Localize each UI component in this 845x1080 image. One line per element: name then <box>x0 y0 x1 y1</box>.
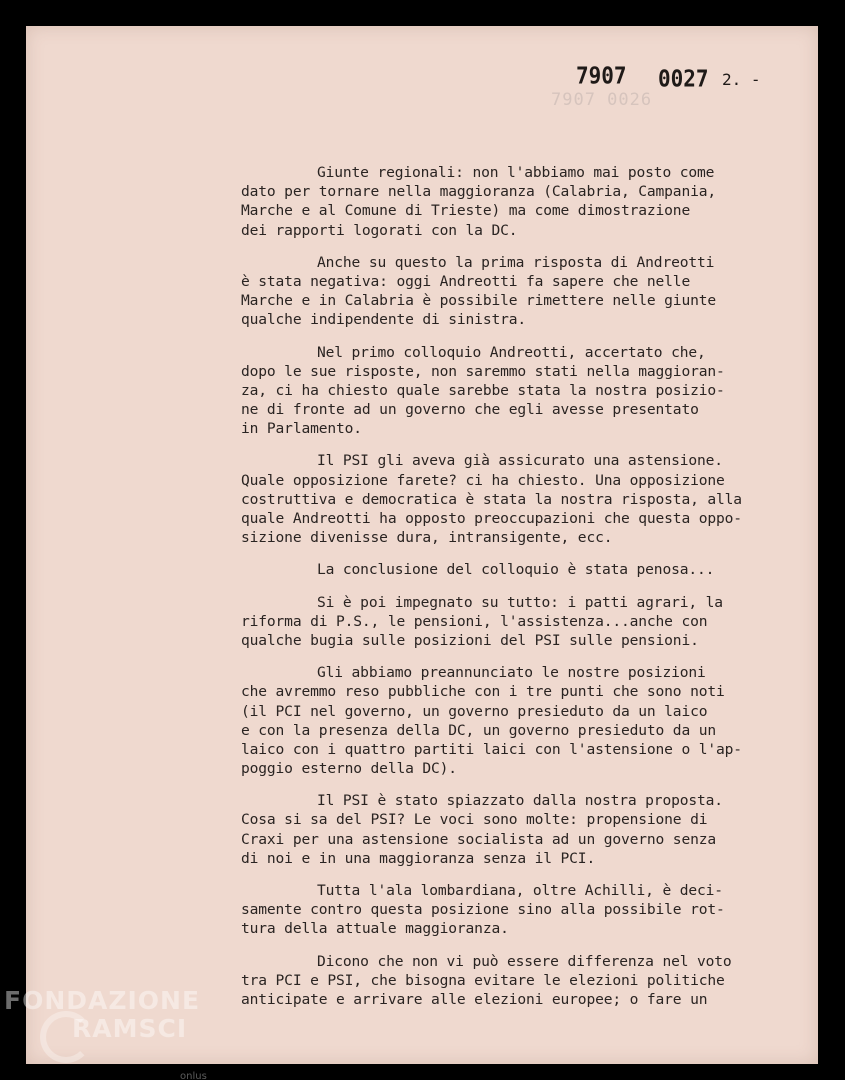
text-line: e con la presenza della DC, un governo presieduto da un <box>241 721 716 739</box>
document-page <box>26 26 818 1064</box>
text-line: di noi e in una maggioranza senza il PCI. <box>241 849 596 867</box>
text-line: Il PSI è stato spiazzato dalla nostra proposta. <box>317 792 723 810</box>
text-line: riforma di P.S., le pensioni, l'assistenza...anche con <box>241 612 708 630</box>
watermark-line-2-text: RAMSCI <box>72 1014 188 1043</box>
page-number: 2. - <box>722 70 761 89</box>
text-line: Il PSI gli aveva già assicurato una astensione. <box>317 452 723 470</box>
watermark-suffix: onlus <box>180 1071 207 1080</box>
text-line: Cosa si sa del PSI? Le voci sono molte: propensione di <box>241 811 708 829</box>
text-line: è stata negativa: oggi Andreotti fa sapere che nelle <box>241 272 691 290</box>
text-line: Craxi per una astensione socialista ad un governo senza <box>241 830 716 848</box>
archive-reference-sequence: 0027 <box>658 66 709 92</box>
paragraph <box>241 663 801 778</box>
watermark-line-1: FONDAZIONE <box>4 986 201 1015</box>
text-line: tra PCI e PSI, che bisogna evitare le elezioni politiche <box>241 971 725 989</box>
paragraph <box>241 163 801 240</box>
text-line: tura della attuale maggioranza. <box>241 920 509 938</box>
paragraph <box>241 451 801 547</box>
paragraph <box>241 952 801 1010</box>
text-line: dei rapporti logorati con la DC. <box>241 221 518 239</box>
text-line: dopo le sue risposte, non saremmo stati nella maggioran- <box>241 362 725 380</box>
text-line: Gli abbiamo preannunciato le nostre posizioni <box>317 664 706 682</box>
text-line: Dicono che non vi può essere differenza nel voto <box>317 952 732 970</box>
text-line: laico con i quattro partiti laici con l'astensione o l'ap- <box>241 740 742 758</box>
paragraph <box>241 791 801 868</box>
text-line: (il PCI nel governo, un governo presieduto da un laico <box>241 702 708 720</box>
bleed-through-reference: 7907 0026 <box>551 90 653 110</box>
text-line: in Parlamento. <box>241 420 362 438</box>
text-line: poggio esterno della DC). <box>241 760 457 778</box>
text-line: che avremmo reso pubbliche con i tre punti che sono noti <box>241 683 725 701</box>
typed-text-body <box>241 163 801 1022</box>
text-line: Marche e in Calabria è possibile rimettere nelle giunte <box>241 292 716 310</box>
text-line: Marche e al Comune di Trieste) ma come dimostrazione <box>241 202 691 220</box>
text-line: samente contro questa posizione sino alla possibile rot- <box>241 901 725 919</box>
text-line: Giunte regionali: non l'abbiamo mai posto come <box>317 164 715 181</box>
paragraph <box>241 343 801 439</box>
text-line: Quale opposizione farete? ci ha chiesto. Una opposizione <box>241 471 725 489</box>
text-line: La conclusione del colloquio è stata penosa... <box>317 561 715 579</box>
text-line: costruttiva e democratica è stata la nostra risposta, alla <box>241 490 742 508</box>
archive-reference-number: 7907 <box>576 63 627 89</box>
text-line: za, ci ha chiesto quale sarebbe stata la nostra posizio- <box>241 381 725 399</box>
text-line: Si è poi impegnato su tutto: i patti agrari, la <box>317 593 723 611</box>
text-line: dato per tornare nella maggioranza (Calabria, Campania, <box>241 183 716 201</box>
paragraph <box>241 881 801 939</box>
text-line: Tutta l'ala lombardiana, oltre Achilli, è deci- <box>317 882 723 899</box>
paragraph <box>241 593 801 651</box>
text-line: qualche indipendente di sinistra. <box>241 311 526 329</box>
paragraph <box>241 253 801 330</box>
paragraph <box>241 560 801 579</box>
text-line: Nel primo colloquio Andreotti, accertato che, <box>317 343 706 361</box>
text-line: Anche su questo la prima risposta di Andreotti <box>317 253 715 271</box>
text-line: sizione divenisse dura, intransigente, ecc. <box>241 529 613 547</box>
text-line: ne di fronte ad un governo che egli avesse presentato <box>241 401 699 419</box>
text-line: qualche bugia sulle posizioni del PSI sulle pensioni. <box>241 631 699 649</box>
text-line: anticipate e arrivare alle elezioni europee; o fare un <box>241 990 708 1008</box>
text-line: quale Andreotti ha opposto preoccupazioni che questa oppo- <box>241 510 742 527</box>
